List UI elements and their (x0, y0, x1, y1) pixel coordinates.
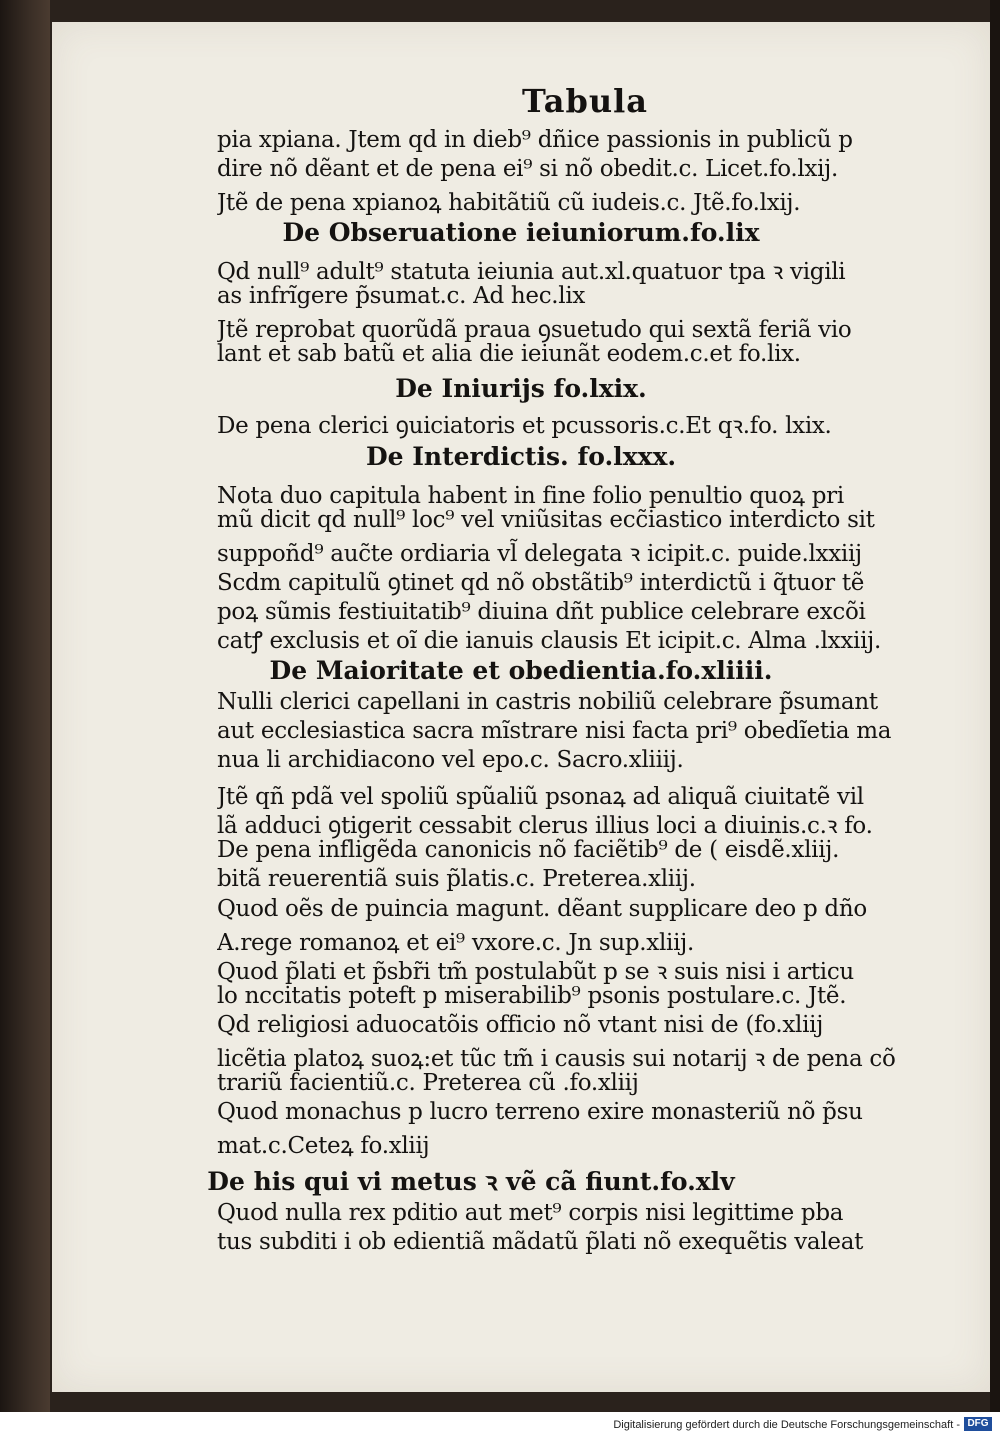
text-line: suppoñd⁹ auc̃te ordiaria vl̃ delegata ꝛ icipit.c. puide.lxxiij (217, 541, 862, 567)
book-page (52, 22, 990, 1392)
text-line: pia xpiana. Jtem qd in dieb⁹ dñice passionis in publicũ p (217, 127, 853, 153)
funding-credit: Digitalisierung gefördert durch die Deutsche Forschungsgemeinschaft - (613, 1419, 960, 1431)
text-line: aut ecclesiastica sacra mĩstrare nisi facta pri⁹ obedĩetia ma (217, 718, 892, 744)
book-spine-edge (0, 0, 50, 1412)
text-line: Quod p̃lati et p̃sbr̃i tm̃ postulabũt p se ꝛ suis nisi i articu (217, 959, 854, 985)
text-line: mat.c.Cetеꝝ fo.xliij (217, 1133, 430, 1159)
text-line: Nulli clerici capellani in castris nobiliũ celebrare p̃sumant (217, 689, 878, 715)
text-line: De pena clerici ꝯuiciatoris et pcussoris.c.Et qꝛ.fo. lxix. (217, 413, 832, 439)
text-line: Quod nulla rex pditio aut met⁹ corpis nisi legittime pba (217, 1200, 844, 1226)
text-line: trariũ facientiũ.c. Preterea cũ .fo.xliij (217, 1070, 639, 1096)
text-line: Scdm capitulũ ꝯtinet qd nõ obstãtib⁹ interdictũ i q̃tuor tẽ (217, 570, 865, 596)
text-line: Jtẽ reprobat quorũdã praua ꝯsuetudo qui sextã feriã vio (217, 317, 852, 343)
page-header-title: Tabula (522, 82, 649, 120)
text-line: Nota duo capitula habent in fine folio penultio quoꝝ pri (217, 483, 844, 509)
text-line: Qd religiosi aduocatõis officio nõ vtant nisi de (fo.xliij (217, 1012, 824, 1038)
text-line: as infrĩgere p̃sumat.c. Ad hec.lix (217, 283, 586, 309)
text-line: mũ dicit qd null⁹ loc⁹ vel vniũsitas ecc̃iastico interdicto sit (217, 507, 875, 533)
text-line: nua li archidiacono vel epo.c. Sacro.xliiij. (217, 747, 684, 773)
section-heading: De Iniurijs fo.lxix. (395, 374, 647, 403)
text-line: poꝝ sũmis festiuitatib⁹ diuina dñt publice celebrare excõi (217, 599, 866, 625)
text-line: Quod monachus p lucro terreno exire monasteriũ nõ p̃su (217, 1099, 863, 1125)
text-line: Jtẽ qñ pdã vel spoliũ spũaliũ psonaꝝ ad aliquã ciuitatẽ vil (217, 784, 864, 810)
text-line: A.rege romanoꝝ et ei⁹ vxore.c. Jn sup.xliij. (217, 930, 694, 956)
section-heading: De Obseruatione ieiuniorum.fo.lix (282, 218, 760, 247)
text-line: bitã reuerentiã suis p̃latis.c. Preterea.xliij. (217, 866, 696, 892)
text-line: Quod oẽs de puincia magunt. dẽant supplicare deo p dño (217, 896, 867, 922)
text-line: lant et sab batũ et alia die ieiunãt eodem.c.et fo.lix. (217, 341, 801, 367)
text-line: tus subditi i ob edientiã mãdatũ p̃lati nõ exequẽtis valeat (217, 1229, 864, 1255)
text-line: De pena infligẽda canonicis nõ faciẽtib⁹ de ( eisdẽ.xliij. (217, 837, 840, 863)
dfg-logo: DFG (964, 1417, 992, 1431)
book-right-edge (990, 0, 1000, 1412)
section-heading: De his qui vi metus ꝛ vẽ cã fiunt.fo.xlv (207, 1167, 735, 1196)
text-line: dire nõ dẽant et de pena ei⁹ si nõ obedit.c. Licet.fo.lxij. (217, 156, 838, 182)
section-heading: De Maioritate et obedientia.fo.xliiii. (269, 656, 773, 685)
text-line: Qd null⁹ adult⁹ statuta ieiunia aut.xl.quatuor tpa ꝛ vigili (217, 259, 846, 285)
text-line: Jtẽ de pena xpianoꝝ habitãtiũ cũ iudeis.c. Jtẽ.fo.lxij. (217, 190, 801, 216)
section-heading: De Interdictis. fo.lxxx. (365, 442, 677, 471)
text-line: lo nccitatis poteft p miserabilib⁹ psonis postulare.c. Jtẽ. (217, 983, 847, 1009)
text-line: licẽtia platoꝝ suoꝝ:et tũc tm̃ i causis sui notarij ꝛ de pena cõ (217, 1046, 896, 1072)
footer-bar (0, 1412, 1000, 1437)
text-line: lã adduci ꝯtigerit cessabit clerus illius loci a diuinis.c.ꝛ fo. (217, 813, 873, 839)
text-line: catꝭ exclusis et oĩ die ianuis clausis Et icipit.c. Alma .lxxiij. (217, 628, 881, 654)
